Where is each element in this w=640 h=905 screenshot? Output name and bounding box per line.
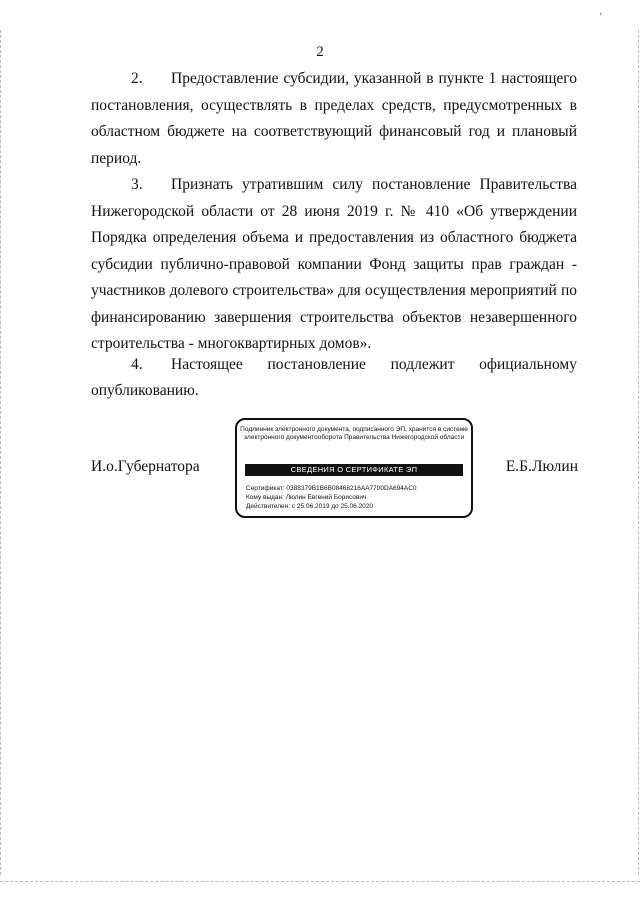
paragraph-2	[91, 66, 577, 172]
paragraph-2-text: Предоставление субсидии, указанной в пункте 1 настоящего постановления, осуществлять в пределах средств, предусмотренных в областном бюджете на соответствующий финансовый год и плановый период.	[91, 70, 577, 167]
stamp-issued-to: Кому выдан: Люлин Евгений Борисович	[246, 494, 367, 501]
paragraph-4-line-1	[91, 352, 577, 379]
stamp-details	[246, 484, 417, 511]
page-number: 2	[316, 44, 324, 60]
paragraph-2-number: 2.	[131, 70, 143, 87]
signatory-position: И.о.Губернатора	[91, 458, 200, 475]
stamp-validity: Действителен: с 25.06.2019 до 25.06.2020	[246, 503, 374, 510]
scan-mark: '	[600, 12, 602, 23]
stamp-certificate: Сертификат: 0388379B1B6B08468216AA7700DA694AC0	[246, 485, 417, 492]
scan-edge-right	[637, 30, 639, 875]
paragraph-3	[91, 172, 577, 358]
paragraph-3-text: Признать утратившим силу постановление Правительства Нижегородской области от 28 июня 2019 г. № 410 «Об утверждении Порядка определения объема и предоставления из областного бюджета субсидии публично-правовой компании Фонд защиты прав граждан - участников долевого строительства» для осуществления мероприятий по финансированию завершения строительства объектов незавершенного строительства - многоквартирных домов».	[91, 176, 577, 352]
scan-edge-bottom	[0, 881, 640, 883]
paragraph-4-text: Настоящее постановление подлежит официальному	[171, 356, 577, 373]
signatory-name: Е.Б.Люлин	[505, 458, 578, 475]
paragraph-3-number: 3.	[131, 176, 143, 193]
paragraph-4-line-2: опубликованию.	[91, 382, 199, 399]
stamp-header: Подлинник электронного документа, подписанного ЭП, хранится в системе электронного документооборота Правительства Нижегородской области	[240, 426, 468, 441]
stamp-title: СВЕДЕНИЯ О СЕРТИФИКАТЕ ЭП	[245, 464, 463, 476]
paragraph-4-number: 4.	[131, 356, 143, 373]
electronic-signature-stamp	[235, 418, 473, 518]
scan-edge-left	[0, 30, 2, 875]
